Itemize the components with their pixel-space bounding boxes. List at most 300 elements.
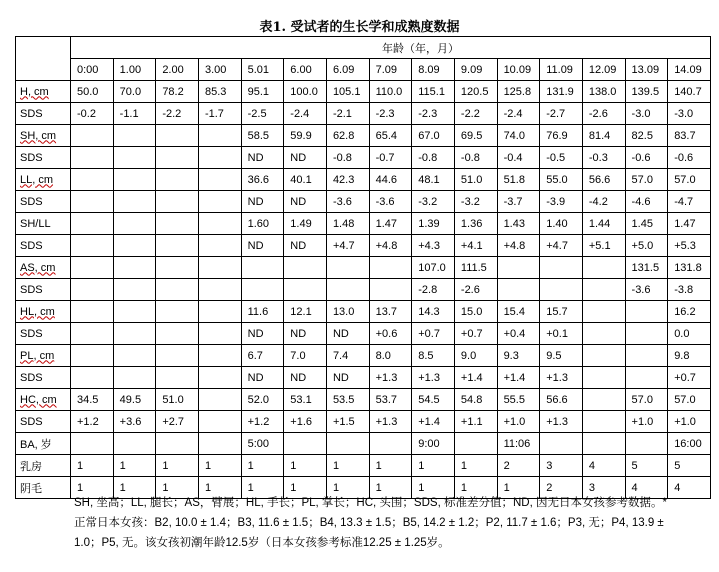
row-label [16,191,71,213]
table-cell: 4 [625,477,668,499]
table-cell: 138.0 [582,81,625,103]
table-cell: 57.0 [625,169,668,191]
table-body [16,37,711,499]
table-row [16,455,711,477]
table-cell: 1 [156,477,199,499]
table-cell: 40.1 [284,169,327,191]
row-label-text: HC, cm [20,393,57,406]
table-cell: +1.6 [284,411,327,433]
row-label-text: SH, cm [20,129,57,142]
table-row [16,389,711,411]
table-cell: -4.6 [625,191,668,213]
row-label [16,477,71,499]
table-cell: -3.6 [369,191,412,213]
table-cell: 12.1 [284,301,327,323]
table-cell [156,191,199,213]
table-cell: 120.5 [454,81,497,103]
table-cell [198,213,241,235]
table-cell [198,389,241,411]
table-cell: 1 [156,455,199,477]
table-cell: +5.1 [582,235,625,257]
table-cell [198,301,241,323]
table-cell: 16:00 [668,433,711,455]
header-corner [16,37,71,81]
table-cell: 51.0 [454,169,497,191]
table-cell: 1.44 [582,213,625,235]
table-cell: +0.1 [540,323,583,345]
table-cell: 1 [412,477,455,499]
table-cell [71,235,114,257]
table-cell: -0.2 [71,103,114,125]
table-cell: 1.47 [668,213,711,235]
table-cell: 131.5 [625,257,668,279]
table-cell: 56.6 [582,169,625,191]
age-cell: 5.01 [241,59,284,81]
table-cell: -0.7 [369,147,412,169]
table-cell: +4.7 [540,235,583,257]
table-cell: +1.2 [71,411,114,433]
table-cell: -0.6 [668,147,711,169]
age-cell: 9.09 [454,59,497,81]
row-label [16,169,71,191]
table-cell [582,323,625,345]
row-label [16,125,71,147]
table-cell: 1.48 [326,213,369,235]
table-cell: 1 [241,455,284,477]
table-cell [582,301,625,323]
table-cell [71,125,114,147]
table-cell [198,169,241,191]
table-cell: 7.4 [326,345,369,367]
table-cell: ND [241,323,284,345]
row-label [16,81,71,103]
table-cell [625,367,668,389]
table-cell: 76.9 [540,125,583,147]
table-cell: +1.4 [497,367,540,389]
table-cell [369,257,412,279]
table-cell [113,301,156,323]
table-cell [156,323,199,345]
table-cell [156,257,199,279]
table-cell: ND [284,147,327,169]
table-cell: 1 [113,455,156,477]
row-label [16,213,71,235]
table-cell [326,433,369,455]
table-cell: -0.5 [540,147,583,169]
table-cell [71,279,114,301]
table-cell: -2.4 [497,103,540,125]
table-cell: 1 [71,477,114,499]
table-cell: +0.7 [454,323,497,345]
table-cell: 16.2 [668,301,711,323]
table-cell [113,323,156,345]
row-label-text: PL, cm [20,349,55,362]
table-cell [113,345,156,367]
row-label-text: BA, 岁 [20,438,52,451]
table-cell: -0.4 [497,147,540,169]
table-cell [284,257,327,279]
table-cell: ND [284,323,327,345]
table-cell [326,279,369,301]
table-cell: 42.3 [326,169,369,191]
table-cell: -4.2 [582,191,625,213]
table-cell [582,433,625,455]
table-cell: -3.8 [668,279,711,301]
row-label-text: HL, cm [20,305,55,318]
table-row [16,345,711,367]
row-label [16,235,71,257]
table-row [16,411,711,433]
table-cell [71,301,114,323]
row-label [16,103,71,125]
table-cell [156,147,199,169]
table-cell: -2.6 [582,103,625,125]
table-cell: ND [284,235,327,257]
row-label-text: LL, cm [20,173,54,186]
table-cell [113,147,156,169]
table-cell: 1 [284,477,327,499]
table-cell: 125.8 [497,81,540,103]
table-cell [113,235,156,257]
table-cell: 55.5 [497,389,540,411]
table-row [16,433,711,455]
table-cell: 9.5 [540,345,583,367]
age-cell: 8.09 [412,59,455,81]
table-cell [156,301,199,323]
age-cell: 0:00 [71,59,114,81]
table-cell: 4 [582,455,625,477]
age-cell: 2.00 [156,59,199,81]
table-cell: 1 [369,477,412,499]
table-cell: +0.6 [369,323,412,345]
table-cell: 36.6 [241,169,284,191]
table-cell [71,433,114,455]
table-cell: 1 [326,477,369,499]
table-cell [625,345,668,367]
table-cell: -0.8 [326,147,369,169]
table-cell: 69.5 [454,125,497,147]
table-cell: -0.3 [582,147,625,169]
row-label [16,411,71,433]
table-cell [198,279,241,301]
table-cell: -2.5 [241,103,284,125]
table-cell: 15.7 [540,301,583,323]
table-cell: 3 [540,455,583,477]
table-cell: 1.43 [497,213,540,235]
table-cell [582,367,625,389]
table-row [16,147,711,169]
table-cell: +1.1 [454,411,497,433]
table-cell [582,257,625,279]
table-cell: -4.7 [668,191,711,213]
table-cell: 5:00 [241,433,284,455]
row-label-text: 乳房 [20,460,42,473]
table-cell: 44.6 [369,169,412,191]
table-cell: 53.5 [326,389,369,411]
table-cell: 1 [369,455,412,477]
table-cell: 9:00 [412,433,455,455]
table-cell: ND [241,367,284,389]
table-cell: 1.45 [625,213,668,235]
table-cell: 7.0 [284,345,327,367]
table-cell [540,279,583,301]
table-cell: +1.5 [326,411,369,433]
table-cell: 53.1 [284,389,327,411]
age-cell: 6.09 [326,59,369,81]
table-cell: 57.0 [668,389,711,411]
table-cell [454,433,497,455]
table-cell: 83.7 [668,125,711,147]
table-cell: -2.3 [369,103,412,125]
table-row [16,257,711,279]
table-cell: 139.5 [625,81,668,103]
table-cell [113,169,156,191]
table-cell: +0.7 [668,367,711,389]
table-cell: 5 [625,455,668,477]
table-cell: 2 [497,455,540,477]
table-cell: 13.7 [369,301,412,323]
table-cell: -0.8 [454,147,497,169]
age-cell: 13.09 [625,59,668,81]
table-cell: +0.4 [497,323,540,345]
table-cell: -2.4 [284,103,327,125]
table-cell: ND [326,367,369,389]
table-cell: +4.3 [412,235,455,257]
table-cell: 115.1 [412,81,455,103]
table-cell: -3.9 [540,191,583,213]
table-row [16,213,711,235]
table-cell [156,367,199,389]
table-cell: ND [241,235,284,257]
table-cell: -1.7 [198,103,241,125]
table-cell: -2.3 [412,103,455,125]
table-cell [369,433,412,455]
table-cell [71,213,114,235]
table-cell: 1 [71,455,114,477]
table-cell: 95.1 [241,81,284,103]
table-cell: ND [284,191,327,213]
table-cell: 1 [198,477,241,499]
row-label-text: SDS [20,239,43,252]
age-cell: 12.09 [582,59,625,81]
table-cell [198,411,241,433]
table-cell: +5.3 [668,235,711,257]
row-label [16,301,71,323]
table-cell: 57.0 [625,389,668,411]
table-cell: 1 [326,455,369,477]
table-cell: ND [241,147,284,169]
table-cell [156,213,199,235]
table-cell: 1 [454,455,497,477]
table-cell: +0.7 [412,323,455,345]
table-cell: 48.1 [412,169,455,191]
table-cell: -2.6 [454,279,497,301]
table-cell [113,257,156,279]
table-cell: +1.3 [412,367,455,389]
table-cell: 58.5 [241,125,284,147]
table-cell: -0.8 [412,147,455,169]
table-cell: +1.3 [540,367,583,389]
table-cell [582,279,625,301]
table-cell: 65.4 [369,125,412,147]
table-cell [71,367,114,389]
age-row [16,59,711,81]
table-cell [198,125,241,147]
table-cell: -2.2 [454,103,497,125]
row-label-text: SDS [20,107,43,120]
table-cell [113,279,156,301]
table-cell [284,279,327,301]
table-cell: 70.0 [113,81,156,103]
table-cell: ND [326,323,369,345]
table-cell [113,213,156,235]
row-label [16,257,71,279]
row-label [16,389,71,411]
table-cell: 1 [454,477,497,499]
table-cell: 1 [412,455,455,477]
row-label-text: SH/LL [20,217,51,230]
table-cell: 131.8 [668,257,711,279]
row-label-text: SDS [20,195,43,208]
table-cell [497,279,540,301]
table-cell: 4 [668,477,711,499]
table-row [16,169,711,191]
table-cell: 111.5 [454,257,497,279]
table-cell [198,147,241,169]
table-cell: 62.8 [326,125,369,147]
table-cell: 100.0 [284,81,327,103]
table-cell: 56.6 [540,389,583,411]
table-cell [198,257,241,279]
table-cell: 9.0 [454,345,497,367]
table-row [16,81,711,103]
row-label-text: SDS [20,327,43,340]
table-cell [198,323,241,345]
table-cell [198,235,241,257]
table-cell: 3 [582,477,625,499]
table-cell [71,169,114,191]
table-cell: 140.7 [668,81,711,103]
age-cell: 1.00 [113,59,156,81]
table-cell: 1.47 [369,213,412,235]
table-cell: 9.8 [668,345,711,367]
table-cell: 1.36 [454,213,497,235]
table-row [16,323,711,345]
table-cell: -3.2 [454,191,497,213]
table-cell: 5 [668,455,711,477]
table-cell: +1.0 [668,411,711,433]
table-cell [71,191,114,213]
table-cell: 15.4 [497,301,540,323]
age-cell: 3.00 [198,59,241,81]
table-row [16,367,711,389]
table-cell: +1.2 [241,411,284,433]
table-cell: 78.2 [156,81,199,103]
table-cell: 1 [497,477,540,499]
table-cell: -1.1 [113,103,156,125]
table-row [16,301,711,323]
table-cell: 1.60 [241,213,284,235]
table-cell: +4.1 [454,235,497,257]
table-cell: 74.0 [497,125,540,147]
table-cell: -3.6 [326,191,369,213]
row-label-text: 阴毛 [20,482,42,495]
table-cell: 85.3 [198,81,241,103]
table-cell: 81.4 [582,125,625,147]
table-cell: 50.0 [71,81,114,103]
table-cell [625,301,668,323]
table-cell: 9.3 [497,345,540,367]
table-cell: 13.0 [326,301,369,323]
growth-data-table [15,36,711,499]
table-cell: 59.9 [284,125,327,147]
table-cell: 1 [284,455,327,477]
age-header: 年龄（年，月） [71,37,711,59]
age-cell: 6.00 [284,59,327,81]
table-cell: 1.49 [284,213,327,235]
table-cell [156,235,199,257]
table-cell: +1.3 [369,411,412,433]
table-title: 表1. 受试者的生长学和成熟度数据 [259,20,460,35]
row-label [16,323,71,345]
table-cell: -3.0 [668,103,711,125]
table-cell: 57.0 [668,169,711,191]
table-cell [540,433,583,455]
table-cell: 34.5 [71,389,114,411]
table-cell: 131.9 [540,81,583,103]
row-label-text: SDS [20,151,43,164]
table-cell [71,257,114,279]
table-cell [497,257,540,279]
table-cell: 8.5 [412,345,455,367]
table-cell: 15.0 [454,301,497,323]
row-label-text: AS, cm [20,261,56,274]
table-cell [113,367,156,389]
header-row [16,37,711,59]
table-cell: 52.0 [241,389,284,411]
age-cell: 14.09 [668,59,711,81]
table-cell: +4.8 [369,235,412,257]
row-label [16,147,71,169]
table-cell: -3.0 [625,103,668,125]
table-cell: 54.8 [454,389,497,411]
table-cell: +2.7 [156,411,199,433]
table-cell [241,279,284,301]
table-row [16,103,711,125]
table-row [16,125,711,147]
table-cell: -2.7 [540,103,583,125]
table-cell [198,367,241,389]
table-cell: 49.5 [113,389,156,411]
table-cell [156,125,199,147]
table-row [16,191,711,213]
table-cell: -2.2 [156,103,199,125]
table-cell: +1.3 [369,367,412,389]
table-cell [156,345,199,367]
table-cell [156,433,199,455]
table-cell: ND [284,367,327,389]
table-cell: +4.7 [326,235,369,257]
table-cell [284,433,327,455]
table-cell: 67.0 [412,125,455,147]
table-cell [113,433,156,455]
table-cell [540,257,583,279]
table-cell: +3.6 [113,411,156,433]
table-cell [198,345,241,367]
row-label-text: H, cm [20,85,49,98]
table-cell [369,279,412,301]
table-cell: ND [241,191,284,213]
